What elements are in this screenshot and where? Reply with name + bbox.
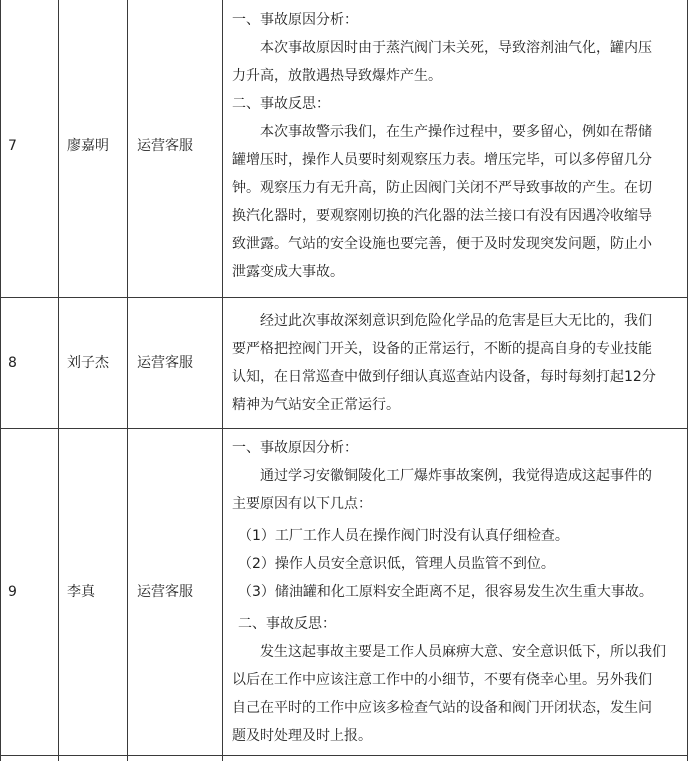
- department: 运营客服: [128, 0, 223, 298]
- employee-name: 刘子杰: [59, 298, 128, 429]
- row-number: 7: [1, 0, 59, 298]
- text-line: 致泄露。气站的安全设施也要完善，便于及时发现突发问题，防止小: [232, 236, 652, 252]
- text-line: 罐增压时，操作人员要时刻观察压力表。增压完毕，可以多停留几分: [232, 152, 652, 168]
- text-line: 通过学习安徽铜陵化工厂爆炸事故案例，我觉得造成这起事件的: [260, 468, 652, 484]
- employee-name: 李真: [59, 429, 128, 756]
- section-heading: 一、事故原因分析：: [232, 12, 358, 28]
- text-line: 力升高，放散遇热导致爆炸产生。: [232, 68, 442, 84]
- text-line: 钟。观察压力有无升高，防止因阀门关闭不严导致事故的产生。在切: [232, 180, 652, 196]
- reflection-text: [223, 429, 688, 756]
- text-line: 经过此次事故深刻意识到危险化学品的危害是巨大无比的，我们: [260, 313, 652, 329]
- text-line: 以后在工作中应该注意工作中的小细节，不要有侥幸心里。另外我们: [232, 672, 652, 688]
- text-line: 主要原因有以下几点：: [232, 496, 372, 512]
- row-number: 9: [1, 429, 59, 756]
- reflection-text: [223, 756, 688, 761]
- text-line: 要严格把控阀门开关，设备的正常运行，不断的提高自身的专业技能: [232, 341, 652, 357]
- table-row: [1, 756, 688, 761]
- employee-name: [59, 756, 128, 761]
- section-heading: 二、事故反思：: [238, 616, 336, 632]
- text-line: 题及时处理及时上报。: [232, 728, 372, 744]
- text-line: 自己在平时的工作中应该多检查气站的设备和阀门开闭状态，发生问: [232, 700, 652, 716]
- text-line: 本次事故警示我们，在生产操作过程中，要多留心，例如在帮储: [260, 124, 652, 140]
- text-line: 泄露变成大事故。: [232, 264, 344, 280]
- list-item: （3）储油罐和化工原料安全距离不足，很容易发生次生重大事故。: [238, 584, 653, 600]
- section-heading: 二、事故反思：: [232, 96, 330, 112]
- text-line: 精神为气站安全正常运行。: [232, 397, 400, 413]
- text-line: 换汽化器时，要观察刚切换的汽化器的法兰接口有没有因遇冷收缩导: [232, 208, 652, 224]
- employee-name: 廖嘉明: [59, 0, 128, 298]
- table-row: [1, 298, 688, 429]
- department: 运营客服: [128, 298, 223, 429]
- table-row: [1, 429, 688, 756]
- reflection-text: [223, 0, 688, 298]
- text-line: 发生这起事故主要是工作人员麻痹大意、安全意识低下，所以我们: [260, 644, 666, 660]
- reflection-text: [223, 298, 688, 429]
- department: 运营客服: [128, 429, 223, 756]
- row-number: 8: [1, 298, 59, 429]
- list-item: （2）操作人员安全意识低，管理人员监管不到位。: [238, 556, 555, 572]
- table-row: [1, 0, 688, 298]
- department: [128, 756, 223, 761]
- list-item: （1）工厂工作人员在操作阀门时没有认真仔细检查。: [238, 528, 569, 544]
- section-heading: 一、事故原因分析：: [232, 440, 358, 456]
- text-line: 本次事故原因时由于蒸汽阀门未关死，导致溶剂油气化，罐内压: [260, 40, 652, 56]
- text-line: 认知，在日常巡查中做到仔细认真巡查站内设备，每时每刻打起12分: [232, 369, 656, 385]
- row-number: [1, 756, 59, 761]
